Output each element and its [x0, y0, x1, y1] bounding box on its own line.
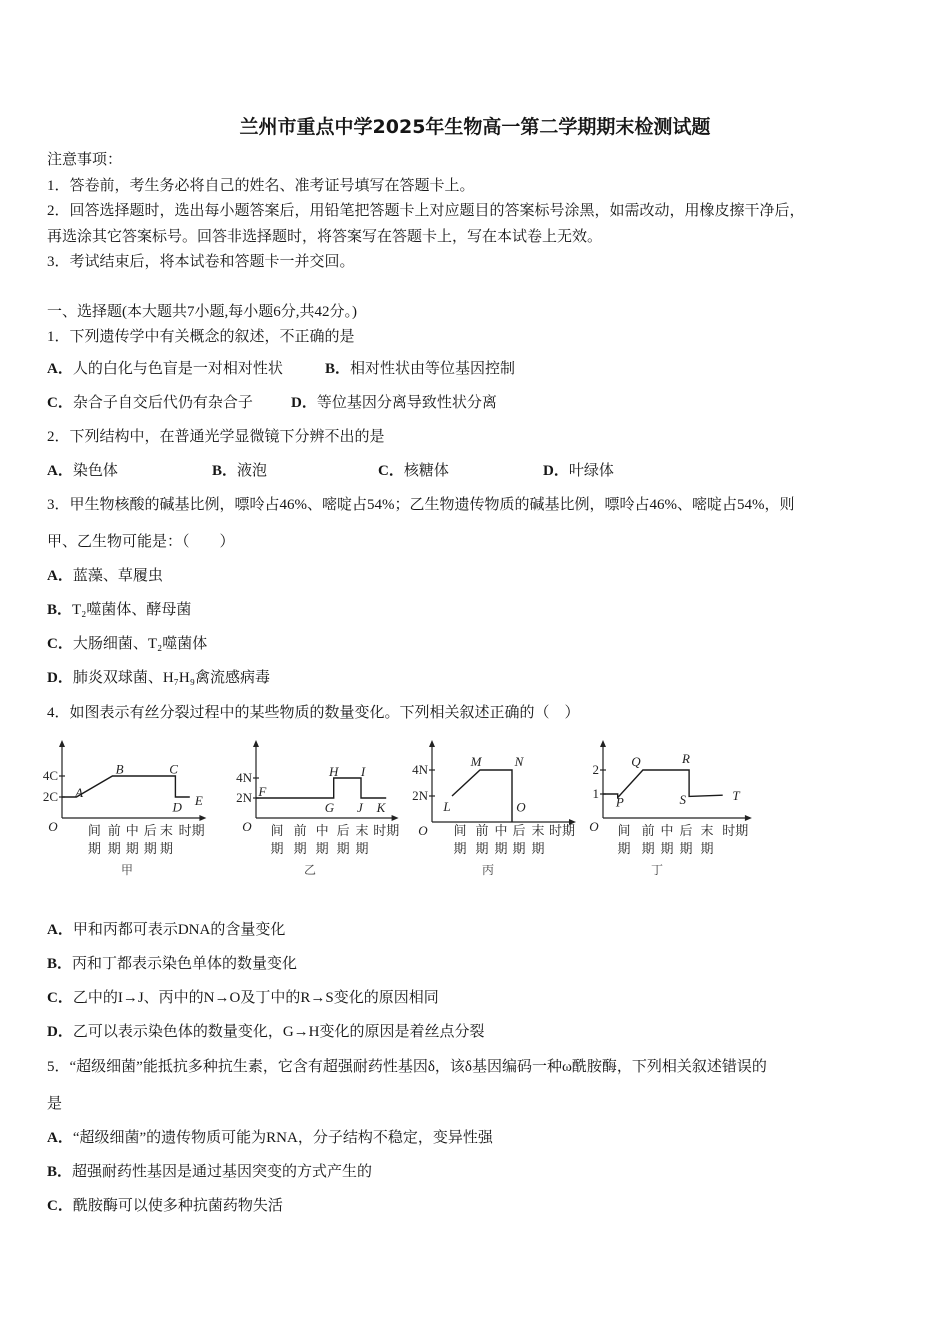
option-text: 杂合子自交后代仍有杂合子	[72, 395, 253, 411]
option-letter: C．	[47, 395, 73, 411]
phase-label: 前	[641, 823, 655, 838]
y-tick-label: 4N	[412, 762, 428, 777]
graph-jia	[42, 738, 227, 883]
option-text: 核糖体	[403, 463, 449, 479]
point-label-R: R	[681, 751, 690, 767]
point-label-O: O	[516, 799, 526, 815]
question-4-stem: 4．如图表示有丝分裂过程中的某些物质的数量变化。下列相关叙述正确的（ ）	[47, 705, 580, 721]
phase-label: 末	[159, 823, 173, 838]
option-text: 丙和丁都表示染色单体的数量变化	[72, 956, 298, 972]
option-text: 人的白化与色盲是一对相对性状	[72, 361, 283, 377]
phase-label: 期	[453, 841, 467, 856]
point-label-P: P	[615, 794, 624, 810]
y-tick-label: 2C	[42, 789, 58, 804]
phase-label: 后	[143, 823, 157, 838]
phase-label: 期	[679, 841, 693, 856]
x-axis-arrow	[392, 815, 399, 821]
phase-label: 期	[336, 841, 350, 856]
q5-option-c	[47, 1196, 283, 1216]
phase-label: 期	[315, 841, 329, 856]
x-axis-arrow	[745, 815, 752, 821]
phase-label: 期	[475, 841, 489, 856]
notice-line: 再选涂其它答案标号。回答非选择题时，将答案写在答题卡上，写在本试卷上无效。	[47, 229, 603, 245]
y-axis-arrow	[600, 740, 606, 747]
q3-option-a	[47, 566, 163, 586]
phase-label: 间	[87, 823, 101, 838]
x-axis-label: 时期	[178, 823, 205, 838]
option-letter: A．	[47, 361, 73, 377]
y-tick-label: 2N	[412, 788, 428, 803]
phase-label: 末	[355, 823, 369, 838]
option-letter: B．	[212, 463, 238, 479]
phase-label: 期	[512, 841, 526, 856]
option-letter: D．	[543, 463, 569, 479]
option-letter: A．	[47, 568, 73, 584]
phase-label: 中	[660, 823, 674, 838]
option-text: 酰胺酶可以使多种抗菌药物失活	[72, 1198, 283, 1214]
option-text: 肺炎双球菌、H₇H₉禽流感病毒	[72, 670, 270, 686]
q5-option-a	[47, 1128, 493, 1148]
x-axis-label: 时期	[373, 823, 400, 838]
graph-ding	[585, 738, 770, 883]
option-letter: C．	[378, 463, 404, 479]
point-label-E: E	[194, 793, 203, 809]
y-tick-label: 2	[592, 762, 599, 777]
phase-label: 期	[617, 841, 631, 856]
phase-label: 前	[293, 823, 307, 838]
point-label-C: C	[169, 761, 178, 777]
point-label-S: S	[679, 792, 687, 807]
graph-bing	[412, 738, 597, 883]
phase-label: 前	[475, 823, 489, 838]
phase-label: 期	[270, 841, 284, 856]
option-letter: A．	[47, 1130, 73, 1146]
y-tick-label: 4C	[42, 768, 58, 783]
graph-caption: 丁	[650, 863, 664, 877]
y-tick-label: 4N	[236, 770, 252, 785]
phase-label: 期	[87, 841, 101, 856]
phase-label: 期	[293, 841, 307, 856]
phase-label: 末	[531, 823, 545, 838]
notice-line: 3．考试结束后，将本试卷和答题卡一并交回。	[47, 254, 355, 270]
data-line	[256, 778, 386, 798]
option-letter: C．	[47, 636, 73, 652]
question-1-stem: 1．下列遗传学中有关概念的叙述，不正确的是	[47, 329, 355, 345]
option-letter: B．	[47, 956, 73, 972]
y-axis-arrow	[253, 740, 259, 747]
graph-caption: 甲	[120, 863, 134, 877]
page-title: 兰州市重点中学2025年生物高一第二学期期末检测试题	[239, 116, 711, 138]
phase-label: 后	[512, 823, 526, 838]
point-label-I: I	[360, 764, 366, 779]
option-text: 等位基因分离导致性状分离	[316, 395, 497, 411]
phase-label: 期	[159, 841, 173, 856]
question-5-stem-cont: 是	[47, 1096, 63, 1112]
phase-label: 中	[315, 823, 329, 838]
question-2-stem: 2．下列结构中，在普通光学显微镜下分辨不出的是	[47, 429, 385, 445]
option-text: 蓝藻、草履虫	[72, 568, 163, 584]
option-text: 相对性状由等位基因控制	[350, 361, 516, 377]
point-label-M: M	[470, 754, 482, 770]
q4-option-a	[47, 920, 285, 940]
graph-caption: 乙	[303, 863, 317, 877]
option-letter: A．	[47, 922, 73, 938]
point-label-F: F	[258, 784, 267, 799]
y-tick-label: 2N	[236, 790, 252, 805]
q4-option-d	[47, 1022, 485, 1042]
point-label-D: D	[172, 799, 182, 815]
q2-option-d	[543, 461, 614, 481]
q1-option-c	[47, 393, 253, 413]
q3-option-b	[47, 600, 191, 620]
origin-label: O	[418, 823, 428, 838]
q1-option-b	[325, 359, 515, 379]
y-axis-arrow	[429, 740, 435, 747]
y-tick-label: 1	[592, 786, 599, 801]
point-label-J: J	[357, 800, 363, 815]
point-label-H: H	[329, 764, 339, 779]
phase-label: 中	[125, 823, 139, 838]
option-text: 乙中的I→J、丙中的N→O及丁中的R→S变化的原因相同	[72, 990, 439, 1006]
graph-yi	[232, 738, 417, 883]
phase-label: 期	[700, 841, 714, 856]
origin-label: O	[589, 819, 599, 834]
graph-caption: 丙	[481, 863, 495, 877]
option-text: 染色体	[72, 463, 118, 479]
x-axis-label: 时期	[722, 823, 749, 838]
option-letter: C．	[47, 990, 73, 1006]
notice-heading: 注意事项：	[47, 152, 123, 168]
point-label-N: N	[514, 754, 524, 770]
option-text: 乙可以表示染色体的数量变化，G→H变化的原因是着丝点分裂	[72, 1024, 485, 1040]
option-text: T₂噬菌体、酵母菌	[72, 602, 192, 618]
option-text: “超级细菌”的遗传物质可能为RNA，分子结构不稳定，变异性强	[72, 1130, 493, 1146]
phase-label: 期	[494, 841, 508, 856]
q2-option-c	[378, 461, 449, 481]
phase-label: 期	[355, 841, 369, 856]
point-label-K: K	[376, 800, 386, 815]
question-5-stem: 5．“超级细菌”能抵抗多种抗生素，它含有超强耐药性基因δ，该δ基因编码一种ω酰胺酶，下列相关叙述错误的	[47, 1059, 767, 1075]
option-letter: D．	[291, 395, 317, 411]
x-axis-arrow	[199, 815, 206, 821]
option-text: 叶绿体	[568, 463, 614, 479]
option-letter: D．	[47, 1024, 73, 1040]
question-3-stem-cont: 甲、乙生物可能是：（ ）	[47, 534, 235, 550]
notice-line: 1．答卷前，考生务必将自己的姓名、准考证号填写在答题卡上。	[47, 178, 475, 194]
phase-label: 间	[270, 823, 284, 838]
phase-label: 期	[660, 841, 674, 856]
phase-label: 末	[700, 823, 714, 838]
option-text: 液泡	[237, 463, 268, 479]
option-letter: B．	[325, 361, 351, 377]
q3-option-d	[47, 668, 270, 688]
phase-label: 中	[494, 823, 508, 838]
point-label-L: L	[443, 799, 451, 815]
point-label-T: T	[732, 787, 740, 803]
phase-label: 间	[453, 823, 467, 838]
phase-label: 期	[531, 841, 545, 856]
option-letter: A．	[47, 463, 73, 479]
phase-label: 间	[617, 823, 631, 838]
origin-label: O	[242, 819, 252, 834]
q1-option-d	[291, 393, 497, 413]
y-axis-arrow	[59, 740, 65, 747]
phase-label: 后	[336, 823, 350, 838]
phase-label: 期	[107, 841, 121, 856]
option-letter: B．	[47, 602, 73, 618]
q2-option-a	[47, 461, 118, 481]
phase-label: 后	[679, 823, 693, 838]
point-label-G: G	[324, 800, 335, 815]
question-3-stem: 3．甲生物核酸的碱基比例，嘌呤占46%、嘧啶占54%；乙生物遗传物质的碱基比例，嘌呤占46%、嘧啶占54%，则	[47, 497, 795, 513]
option-letter: C．	[47, 1198, 73, 1214]
q2-option-b	[212, 461, 267, 481]
phase-label: 期	[641, 841, 655, 856]
option-letter: B．	[47, 1164, 73, 1180]
point-label-Q: Q	[631, 754, 641, 770]
point-label-B: B	[115, 761, 124, 777]
phase-label: 期	[143, 841, 157, 856]
q5-option-b	[47, 1162, 372, 1182]
option-text: 大肠细菌、T₂噬菌体	[72, 636, 208, 652]
option-text: 超强耐药性基因是通过基因突变的方式产生的	[72, 1164, 373, 1180]
q4-option-c	[47, 988, 439, 1008]
phase-label: 前	[107, 823, 121, 838]
q3-option-c	[47, 634, 207, 654]
origin-label: O	[48, 819, 58, 834]
q1-option-a	[47, 359, 283, 379]
point-label-A: A	[75, 784, 84, 800]
option-text: 甲和丙都可表示DNA的含量变化	[72, 922, 286, 938]
x-axis-label: 时期	[548, 823, 576, 838]
data-line	[452, 770, 512, 822]
option-letter: D．	[47, 670, 73, 686]
section-heading: 一、选择题(本大题共7小题,每小题6分,共42分。)	[47, 304, 357, 320]
q4-option-b	[47, 954, 297, 974]
notice-line: 2．回答选择题时，选出每小题答案后，用铅笔把答题卡上对应题目的答案标号涂黑，如需改动，用橡皮擦干净后，	[47, 203, 805, 219]
phase-label: 期	[125, 841, 139, 856]
